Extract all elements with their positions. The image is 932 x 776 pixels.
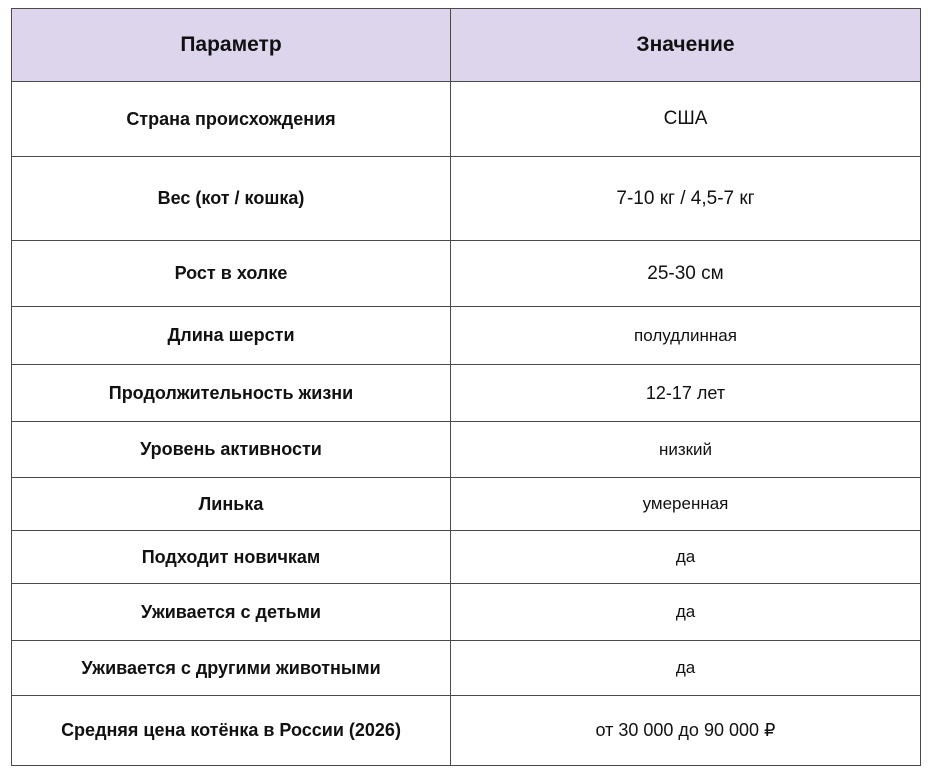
table-body bbox=[12, 82, 921, 766]
value-cell: 12-17 лет bbox=[451, 365, 921, 422]
table-row bbox=[12, 531, 921, 584]
header-value: Значение bbox=[451, 9, 921, 82]
parameter-cell: Линька bbox=[12, 478, 451, 531]
parameter-cell: Продолжительность жизни bbox=[12, 365, 451, 422]
parameter-cell: Подходит новичкам bbox=[12, 531, 451, 584]
table-row bbox=[12, 584, 921, 641]
value-cell: да bbox=[451, 641, 921, 696]
table-row bbox=[12, 641, 921, 696]
table-row bbox=[12, 241, 921, 307]
value-cell: да bbox=[451, 531, 921, 584]
parameter-cell: Рост в холке bbox=[12, 241, 451, 307]
table-row bbox=[12, 157, 921, 241]
breed-characteristics-table bbox=[11, 8, 921, 766]
parameter-cell: Уживается с детьми bbox=[12, 584, 451, 641]
value-cell: 25-30 см bbox=[451, 241, 921, 307]
table-row bbox=[12, 478, 921, 531]
table-row bbox=[12, 365, 921, 422]
header-parameter: Параметр bbox=[12, 9, 451, 82]
table-row bbox=[12, 307, 921, 365]
table-row bbox=[12, 422, 921, 478]
value-cell: умеренная bbox=[451, 478, 921, 531]
parameter-cell: Вес (кот / кошка) bbox=[12, 157, 451, 241]
table-header bbox=[12, 9, 921, 82]
table-row bbox=[12, 82, 921, 157]
parameter-cell: Уживается с другими животными bbox=[12, 641, 451, 696]
table-row bbox=[12, 696, 921, 766]
parameter-cell: Страна происхождения bbox=[12, 82, 451, 157]
value-cell: да bbox=[451, 584, 921, 641]
header-row bbox=[12, 9, 921, 82]
value-cell: полудлинная bbox=[451, 307, 921, 365]
value-cell: 7-10 кг / 4,5-7 кг bbox=[451, 157, 921, 241]
parameter-cell: Уровень активности bbox=[12, 422, 451, 478]
parameter-cell: Средняя цена котёнка в России (2026) bbox=[12, 696, 451, 766]
breed-characteristics-table-wrapper bbox=[11, 8, 921, 766]
value-cell: США bbox=[451, 82, 921, 157]
value-cell: низкий bbox=[451, 422, 921, 478]
parameter-cell: Длина шерсти bbox=[12, 307, 451, 365]
value-cell: от 30 000 до 90 000 ₽ bbox=[451, 696, 921, 766]
